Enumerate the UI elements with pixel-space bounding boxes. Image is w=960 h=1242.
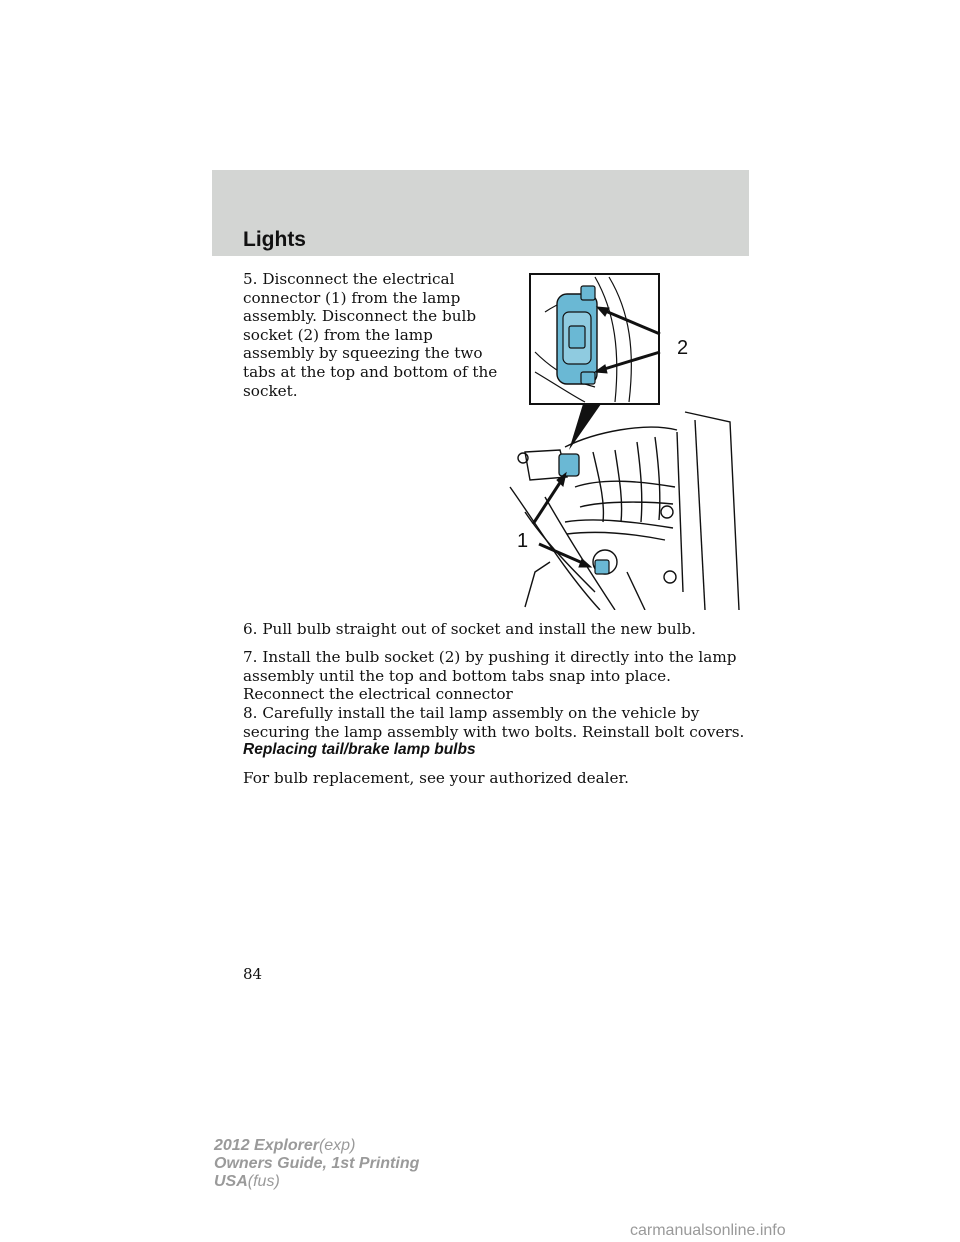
electrical-connector-part [559, 454, 579, 476]
footer-market-code: (fus) [247, 1173, 280, 1190]
inset-detail-box [530, 274, 659, 404]
lamp-socket-illustration [505, 272, 741, 610]
step-7-text: 7. Install the bulb socket (2) by pushing it directly into the lamp assembly until the top and bottom tabs snap into place. Reconnect the electrical connector [243, 648, 737, 704]
step-8-text: 8. Carefully install the tail lamp assembly on the vehicle by securing the lamp assembly with two bolts. Reinstall bolt covers. [243, 704, 745, 741]
subsection-heading: Replacing tail/brake lamp bulbs [243, 741, 476, 758]
section-title: Lights [243, 228, 306, 251]
bulb-socket-part [557, 286, 597, 384]
step-5-text: 5. Disconnect the electrical connector (1) from the lamp assembly. Disconnect the bulb socket (2) from the lamp assembly by squeezing the two tabs at the top and bottom of the socket. [243, 270, 498, 400]
footer-printing: Owners Guide, 1st Printing [214, 1155, 420, 1172]
page-number: 84 [243, 965, 263, 983]
footer-market: USA [214, 1173, 248, 1190]
callout-2: 2 [677, 337, 689, 359]
footer-model: 2012 Explorer [214, 1137, 319, 1154]
step-6-text: 6. Pull bulb straight out of socket and install the new bulb. [243, 620, 697, 638]
footer-imprint [214, 1137, 419, 1191]
footer-model-code: (exp) [318, 1137, 356, 1154]
watermark: carmanualsonline.info [630, 1222, 786, 1239]
lamp-assembly-drawing [510, 412, 739, 610]
subsection-text: For bulb replacement, see your authorized dealer. [243, 769, 629, 787]
callout-1: 1 [517, 530, 529, 552]
